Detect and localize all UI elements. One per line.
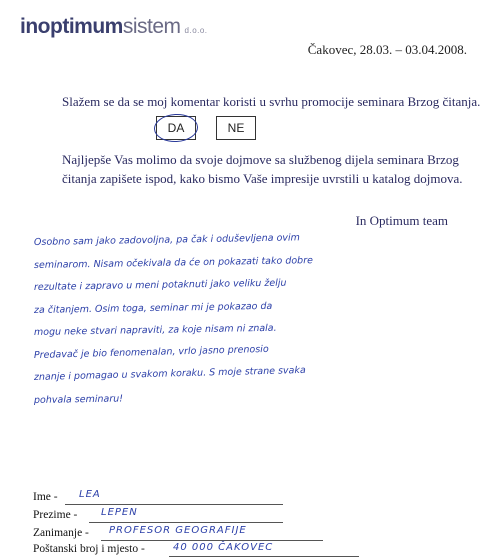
comment-line: rezultate i zapravo u meni potaknuti jako veliku želju [33,277,287,293]
surname-value[interactable]: LEPEN [101,507,138,518]
surname-field [33,507,138,521]
consent-question: Slažem se da se moj komentar koristi u svrhu promocije seminara Brzog čitanja. [62,94,481,109]
instruction-text: Najljepše Vas molimo da svoje dojmove sa službenog dijela seminara Brzog čitanja zapišete ispod, kako bismo Vaše impresije uvrstili u katalog dojmova. [62,152,463,186]
postal-value[interactable]: 40 000 ČAKOVEC [173,542,274,553]
logo-suffix: d.o.o. [184,26,208,35]
surname-label: Prezime - [33,509,78,521]
name-label: Ime - [33,491,58,503]
logo-part-optimum: optimum [37,15,123,38]
logo-part-sistem: sistem [122,15,181,38]
consent-yes-checkbox[interactable]: DA [156,116,196,140]
postal-label: Poštanski broj i mjesto - [33,543,145,555]
occupation-value[interactable]: PROFESOR GEOGRAFIJE [109,525,247,536]
comment-line: znanje i pomagao u svakom koraku. S moje strane svaka [33,364,306,383]
comment-line: za čitanjem. Osim toga, seminar mi je pokazao da [33,300,273,316]
consent-no-checkbox[interactable]: NE [216,116,256,140]
comment-line: mogu neke stvari napraviti, za koje nisam ni znala. [33,322,277,338]
document-date: Čakovec, 28.03. – 03.04.2008. [307,42,467,57]
comment-line: Osobno sam jako zadovoljna, pa čak i oduševljena ovim [33,232,300,248]
occupation-field [33,525,247,539]
comment-line: pohvala seminaru! [33,392,124,406]
comment-line: seminarom. Nisam očekivala da će on pokazati tako dobre [33,254,313,271]
logo-part-in: in [20,15,38,38]
team-signature: In Optimum team [355,213,448,228]
comment-line: Predavač je bio fenomenalan, vrlo jasno prenosio [33,343,269,361]
postal-field [33,542,274,555]
name-value[interactable]: LEA [79,489,101,500]
name-field [33,489,101,503]
occupation-label: Zanimanje - [33,527,89,539]
company-logo [20,15,208,39]
handwritten-comment [34,232,454,412]
